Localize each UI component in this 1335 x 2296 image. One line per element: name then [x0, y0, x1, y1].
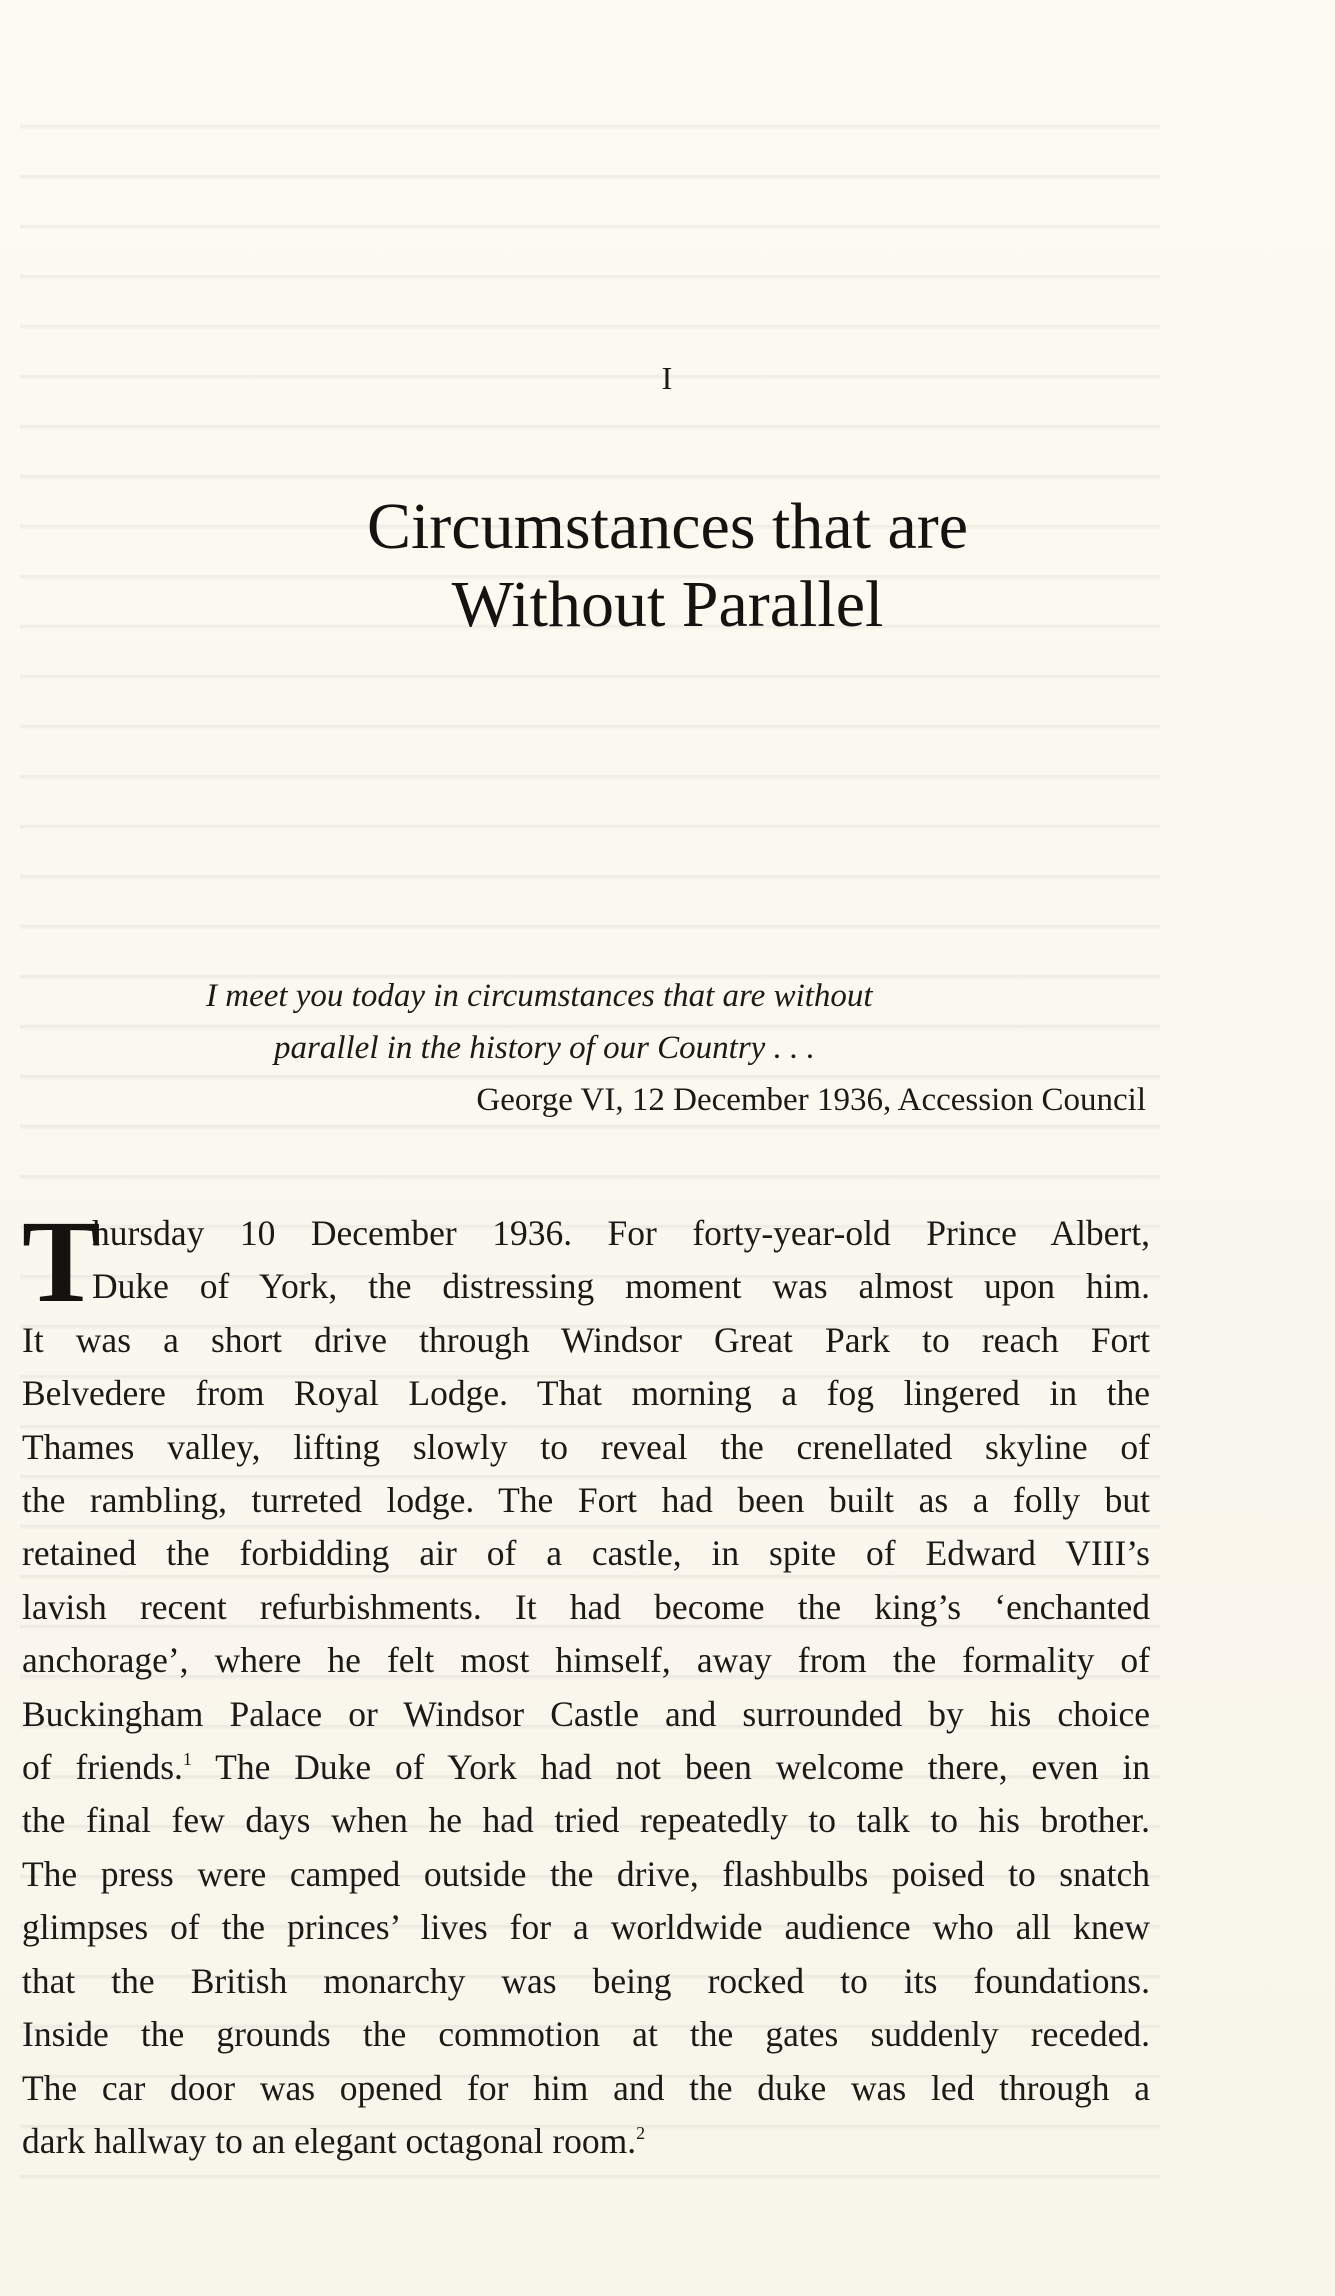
epigraph-attribution: George VI, 12 December 1936, Accession Council — [476, 1082, 1146, 1118]
epigraph — [200, 970, 1146, 1126]
body-text-segment: dark hallway to an elegant octagonal room. — [22, 2120, 637, 2161]
chapter-number: I — [661, 360, 674, 396]
body-line: The press were camped outside the drive, flashbulbs poised to snatch — [22, 1853, 1150, 1894]
chapter-title — [0, 488, 1335, 644]
body-line: Inside the grounds the commotion at the gates suddenly receded. — [22, 2014, 1150, 2055]
drop-cap: T — [22, 1196, 101, 1327]
body-text-segment: The Duke of York had not been welcome there, even in — [215, 1747, 1150, 1788]
opening-lines — [22, 1196, 1150, 1327]
chapter-title-line-1: Circumstances that are — [366, 490, 969, 563]
body-line: hursday 10 December 1936. For forty-year-old Prince Albert, — [92, 1213, 1150, 1253]
body-paragraph — [22, 1196, 1150, 2168]
body-text-segment: of friends. — [22, 1747, 183, 1788]
chapter-title-line-2: Without Parallel — [451, 568, 884, 641]
body-line: lavish recent refurbishments. It had become the king’s ‘enchanted — [22, 1586, 1150, 1627]
body-line: retained the forbidding air of a castle, in spite of Edward VIII’s — [22, 1533, 1150, 1574]
body-line-with-footnote — [22, 2115, 1150, 2168]
body-line: Belvedere from Royal Lodge. That morning a fog lingered in the — [22, 1373, 1150, 1414]
epigraph-quote-line-2: parallel in the history of our Country . . . — [274, 1030, 815, 1066]
body-line: Duke of York, the distressing moment was almost upon him. — [92, 1266, 1150, 1307]
body-line: The car door was opened for him and the duke was led through a — [22, 2067, 1150, 2108]
body-line: anchorage’, where he felt most himself, away from the formality of — [22, 1640, 1150, 1681]
footnote-ref-2[interactable]: 2 — [636, 2122, 646, 2143]
body-line: Thames valley, lifting slowly to reveal the crenellated skyline of — [22, 1426, 1150, 1467]
body-line: It was a short drive through Windsor Great Park to reach Fort — [22, 1319, 1150, 1360]
body-line: that the British monarchy was being rocked to its foundations. — [22, 1960, 1150, 2001]
body-line: glimpses of the princes’ lives for a worldwide audience who all knew — [22, 1907, 1150, 1948]
body-line: the rambling, turreted lodge. The Fort had been built as a folly but — [22, 1480, 1150, 1521]
body-line: the final few days when he had tried repeatedly to talk to his brother. — [22, 1800, 1150, 1841]
footnote-ref-1[interactable]: 1 — [182, 1749, 192, 1770]
body-line-with-footnote — [22, 1741, 1150, 1794]
body-line: Buckingham Palace or Windsor Castle and surrounded by his choice — [22, 1693, 1150, 1734]
epigraph-quote-line-1: I meet you today in circumstances that are without — [206, 978, 873, 1014]
